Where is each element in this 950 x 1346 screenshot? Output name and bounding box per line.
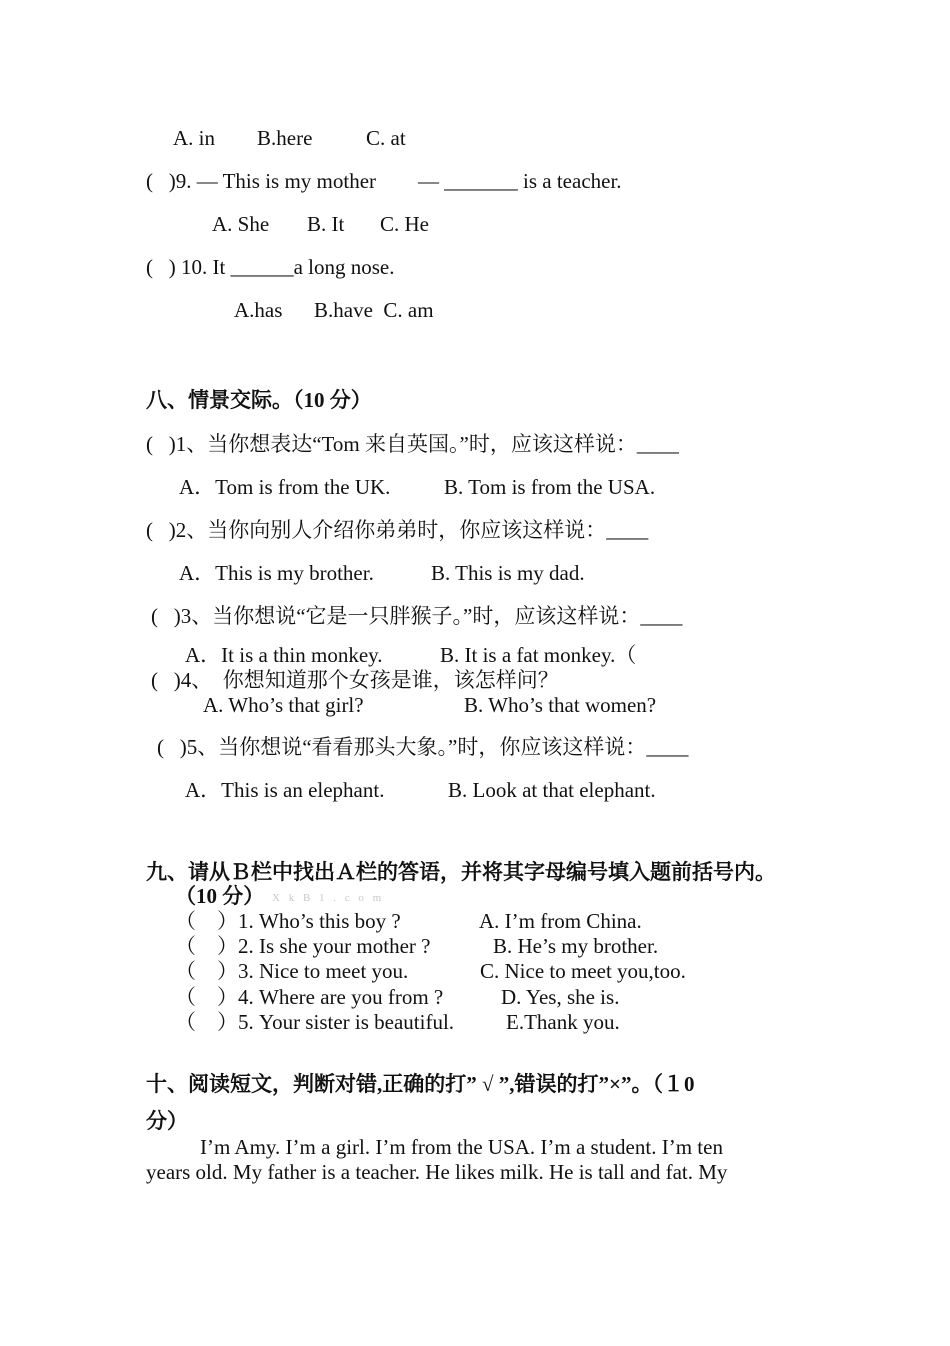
section9-score: （10 分）	[175, 884, 265, 908]
section10-title-cont: 分）	[146, 1109, 188, 1133]
passage-line-1: I’m Amy. I’m a girl. I’m from the USA. I’m a student. I’m ten	[200, 1135, 723, 1159]
s8-q1-option-a: A．Tom is from the UK.	[179, 475, 391, 499]
q8-option-c: C. at	[366, 126, 406, 150]
s9-row3-answer: C. Nice to meet you,too.	[480, 959, 686, 983]
s9-row2-question: （ ）2. Is she your mother ?	[175, 934, 431, 958]
watermark: X k B 1 . c o m	[272, 892, 385, 904]
s8-q2: ( )2、当你向别人介绍你弟弟时，你应该这样说：____	[146, 518, 649, 542]
q10-option-a: A.has	[234, 298, 283, 322]
passage-line-2: years old. My father is a teacher. He likes milk. He is tall and fat. My	[146, 1160, 728, 1184]
section10-title: 十、阅读短文，判断对错,正确的打” √ ”,错误的打”×”。（１0	[146, 1072, 695, 1096]
s8-q3: ( )3、当你想说“它是一只胖猴子。”时，应该这样说：____	[151, 604, 683, 628]
s9-row5-question: （ ）5. Your sister is beautiful.	[175, 1010, 455, 1034]
s9-row1-question: （ ）1. Who’s this boy ?	[175, 909, 401, 933]
q9-option-b: B. It	[307, 212, 345, 236]
s8-q5-option-b: B. Look at that elephant.	[448, 778, 656, 802]
s8-q4-option-a: A. Who’s that girl?	[203, 693, 364, 717]
s8-q1: ( )1、当你想表达“Tom 来自英国。”时，应该这样说：____	[146, 432, 679, 456]
s8-q3-option-b: B. It is a fat monkey.（	[440, 643, 637, 667]
s8-q2-option-a: A．This is my brother.	[179, 561, 374, 585]
q10-question: ( ) 10. It ______a long nose.	[146, 255, 395, 279]
s9-row4-question: （ ）4. Where are you from ?	[175, 985, 444, 1009]
s9-row4-answer: D. Yes, she is.	[501, 985, 620, 1009]
s8-q5-option-a: A．This is an elephant.	[185, 778, 385, 802]
s8-q5: ( )5、当你想说“看看那头大象。”时，你应该这样说：____	[157, 735, 689, 759]
s9-row1-answer: A. I’m from China.	[479, 909, 642, 933]
q9-question: ( )9. — This is my mother — _______ is a teacher.	[146, 169, 622, 193]
q8-option-a: A. in	[173, 126, 215, 150]
q8-option-b: B.here	[257, 126, 313, 150]
s8-q4-option-b: B. Who’s that women?	[464, 693, 657, 717]
q9-option-a: A. She	[212, 212, 270, 236]
s8-q4: ( )4、 你想知道那个女孩是谁，该怎样问？	[151, 668, 559, 692]
s8-q3-option-a: A．It is a thin monkey.	[185, 643, 383, 667]
q9-option-c: C. He	[380, 212, 429, 236]
s8-q2-option-b: B. This is my dad.	[431, 561, 585, 585]
q10-option-bc: B.have C. am	[314, 298, 434, 322]
section9-title: 九、请从Ｂ栏中找出Ａ栏的答语，并将其字母编号填入题前括号内。	[146, 860, 776, 884]
s9-row2-answer: B. He’s my brother.	[493, 934, 659, 958]
s9-row3-question: （ ）3. Nice to meet you.	[175, 959, 409, 983]
section8-title: 八、情景交际。（10 分）	[146, 388, 372, 412]
s9-row5-answer: E.Thank you.	[506, 1010, 620, 1034]
s8-q1-option-b: B. Tom is from the USA.	[444, 475, 656, 499]
